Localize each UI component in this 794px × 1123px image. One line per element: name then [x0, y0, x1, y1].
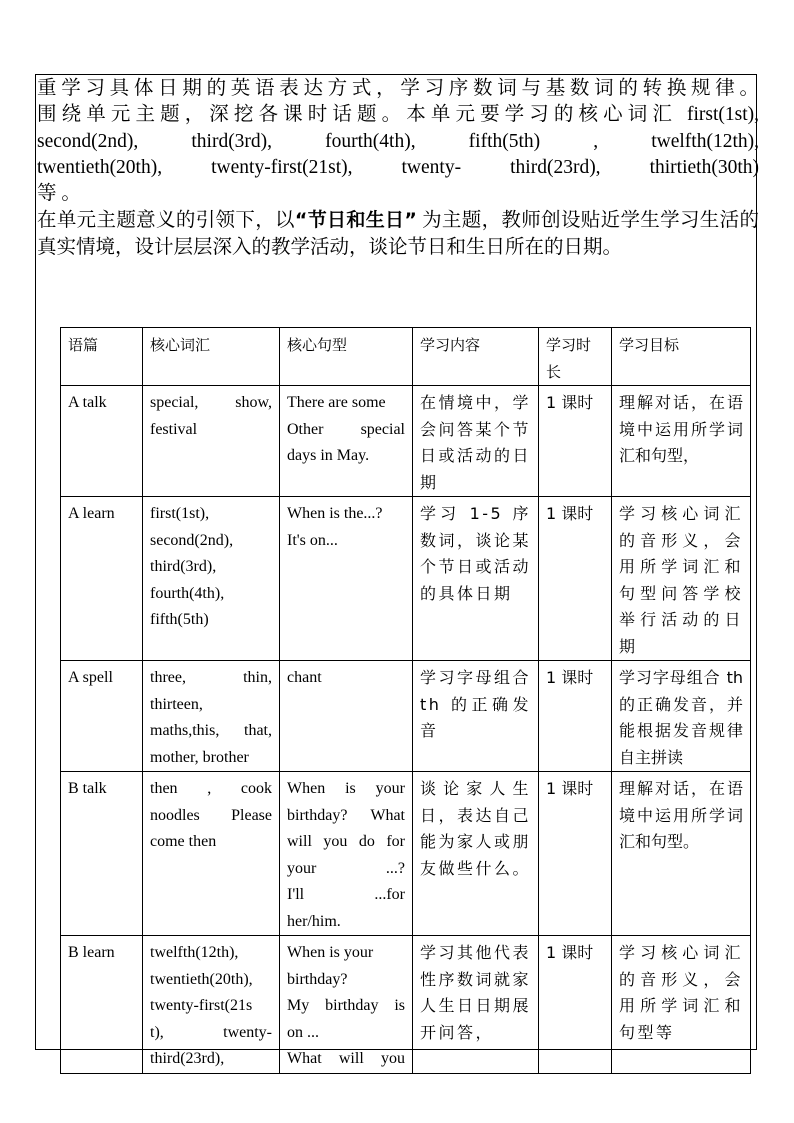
content-cell: 在情境中，学会问答某个节日或活动的日期 [413, 386, 539, 497]
duration-cell: 1 课时 [539, 661, 612, 772]
table-row [61, 936, 751, 1074]
lesson-cell: A learn [61, 497, 143, 661]
content-cell: 谈论家人生日，表达自己能为家人或朋友做些什么。 [413, 772, 539, 936]
table-row [61, 772, 751, 936]
duration-cell: 1 课时 [539, 772, 612, 936]
vocab-cell: three, thin, thirteen, maths,this, that, mother, brother [143, 661, 280, 772]
intro-line-2: 围绕单元主题，深挖各课时话题。本单元要学习的核心词汇 first(1st), [37, 104, 759, 126]
table-row [61, 661, 751, 772]
intro-line-5: 等 。 [37, 183, 81, 205]
vocab-cell: first(1st), second(2nd), third(3rd), fourth(4th), fifth(5th) [143, 497, 280, 661]
header-cell: 核心句型 [280, 328, 413, 386]
goal-cell: 理解对话，在语境中运用所学词汇和句型， [612, 386, 751, 497]
table-row [61, 497, 751, 661]
content-cell: 学习其他代表性序数词就家人生日日期展开问答， [413, 936, 539, 1074]
vocab-cell: then , cook noodles Please come then [143, 772, 280, 936]
lesson-plan-table [60, 327, 751, 1074]
intro-line-4: twentieth(20th), twenty-first(21st), twenty- third(23rd), thirtieth(30th) [37, 156, 759, 178]
header-cell: 学习内容 [413, 328, 539, 386]
table-header-row [61, 328, 751, 386]
lesson-cell: A talk [61, 386, 143, 497]
para2-before: 在单元主题意义的引领下，以 [37, 210, 295, 232]
sentence-cell: When is your birthday? What will you do for your ...? I'll ...for her/him. [280, 772, 413, 936]
sentence-cell: When is your birthday? My birthday is on ... What will you [280, 936, 413, 1074]
header-cell: 语篇 [61, 328, 143, 386]
intro-line-1: 重学习具体日期的英语表达方式，学习序数词与基数词的转换规律。 [37, 78, 759, 99]
para2-after: 为主题，教师创设贴近学生学习生活的真实情境，设计层层深入的教学活动，谈论节日和生日所在的日期。 [37, 210, 759, 258]
sentence-cell: When is the...? It's on... [280, 497, 413, 661]
header-cell: 学习目标 [612, 328, 751, 386]
content-cell: 学习 1-5 序数词，谈论某个节日或活动的具体日期 [413, 497, 539, 661]
goal-cell: 理解对话，在语境中运用所学词汇和句型。 [612, 772, 751, 936]
table-row [61, 386, 751, 497]
intro-line-3: second(2nd), third(3rd), fourth(4th), fifth(5th) , twelfth(12th), [37, 130, 759, 152]
duration-cell: 1 课时 [539, 386, 612, 497]
vocab-cell: twelfth(12th), twentieth(20th), twenty-first(21s t), twenty- third(23rd), [143, 936, 280, 1074]
content-cell: 学习字母组合th 的正确发音 [413, 661, 539, 772]
goal-cell: 学习核心词汇的音形义，会用所学词汇和句型问答学校举行活动的日期 [612, 497, 751, 661]
lesson-cell: B learn [61, 936, 143, 1074]
lesson-cell: B talk [61, 772, 143, 936]
lesson-cell: A spell [61, 661, 143, 772]
goal-cell: 学习核心词汇的音形义，会用所学词汇和句型等 [612, 936, 751, 1074]
duration-cell: 1 课时 [539, 936, 612, 1074]
intro-text [37, 76, 759, 261]
goal-cell: 学习字母组合 th 的正确发音，并能根据发音规律自主拼读 [612, 661, 751, 772]
intro-paragraph-2 [37, 207, 759, 261]
sentence-cell: There are some Other special days in May. [280, 386, 413, 497]
sentence-cell: chant [280, 661, 413, 772]
header-cell: 学习时长 [539, 328, 612, 386]
theme-highlight: “节日和生日” [294, 209, 417, 232]
header-cell: 核心词汇 [143, 328, 280, 386]
vocab-cell: special, show, festival [143, 386, 280, 497]
duration-cell: 1 课时 [539, 497, 612, 661]
